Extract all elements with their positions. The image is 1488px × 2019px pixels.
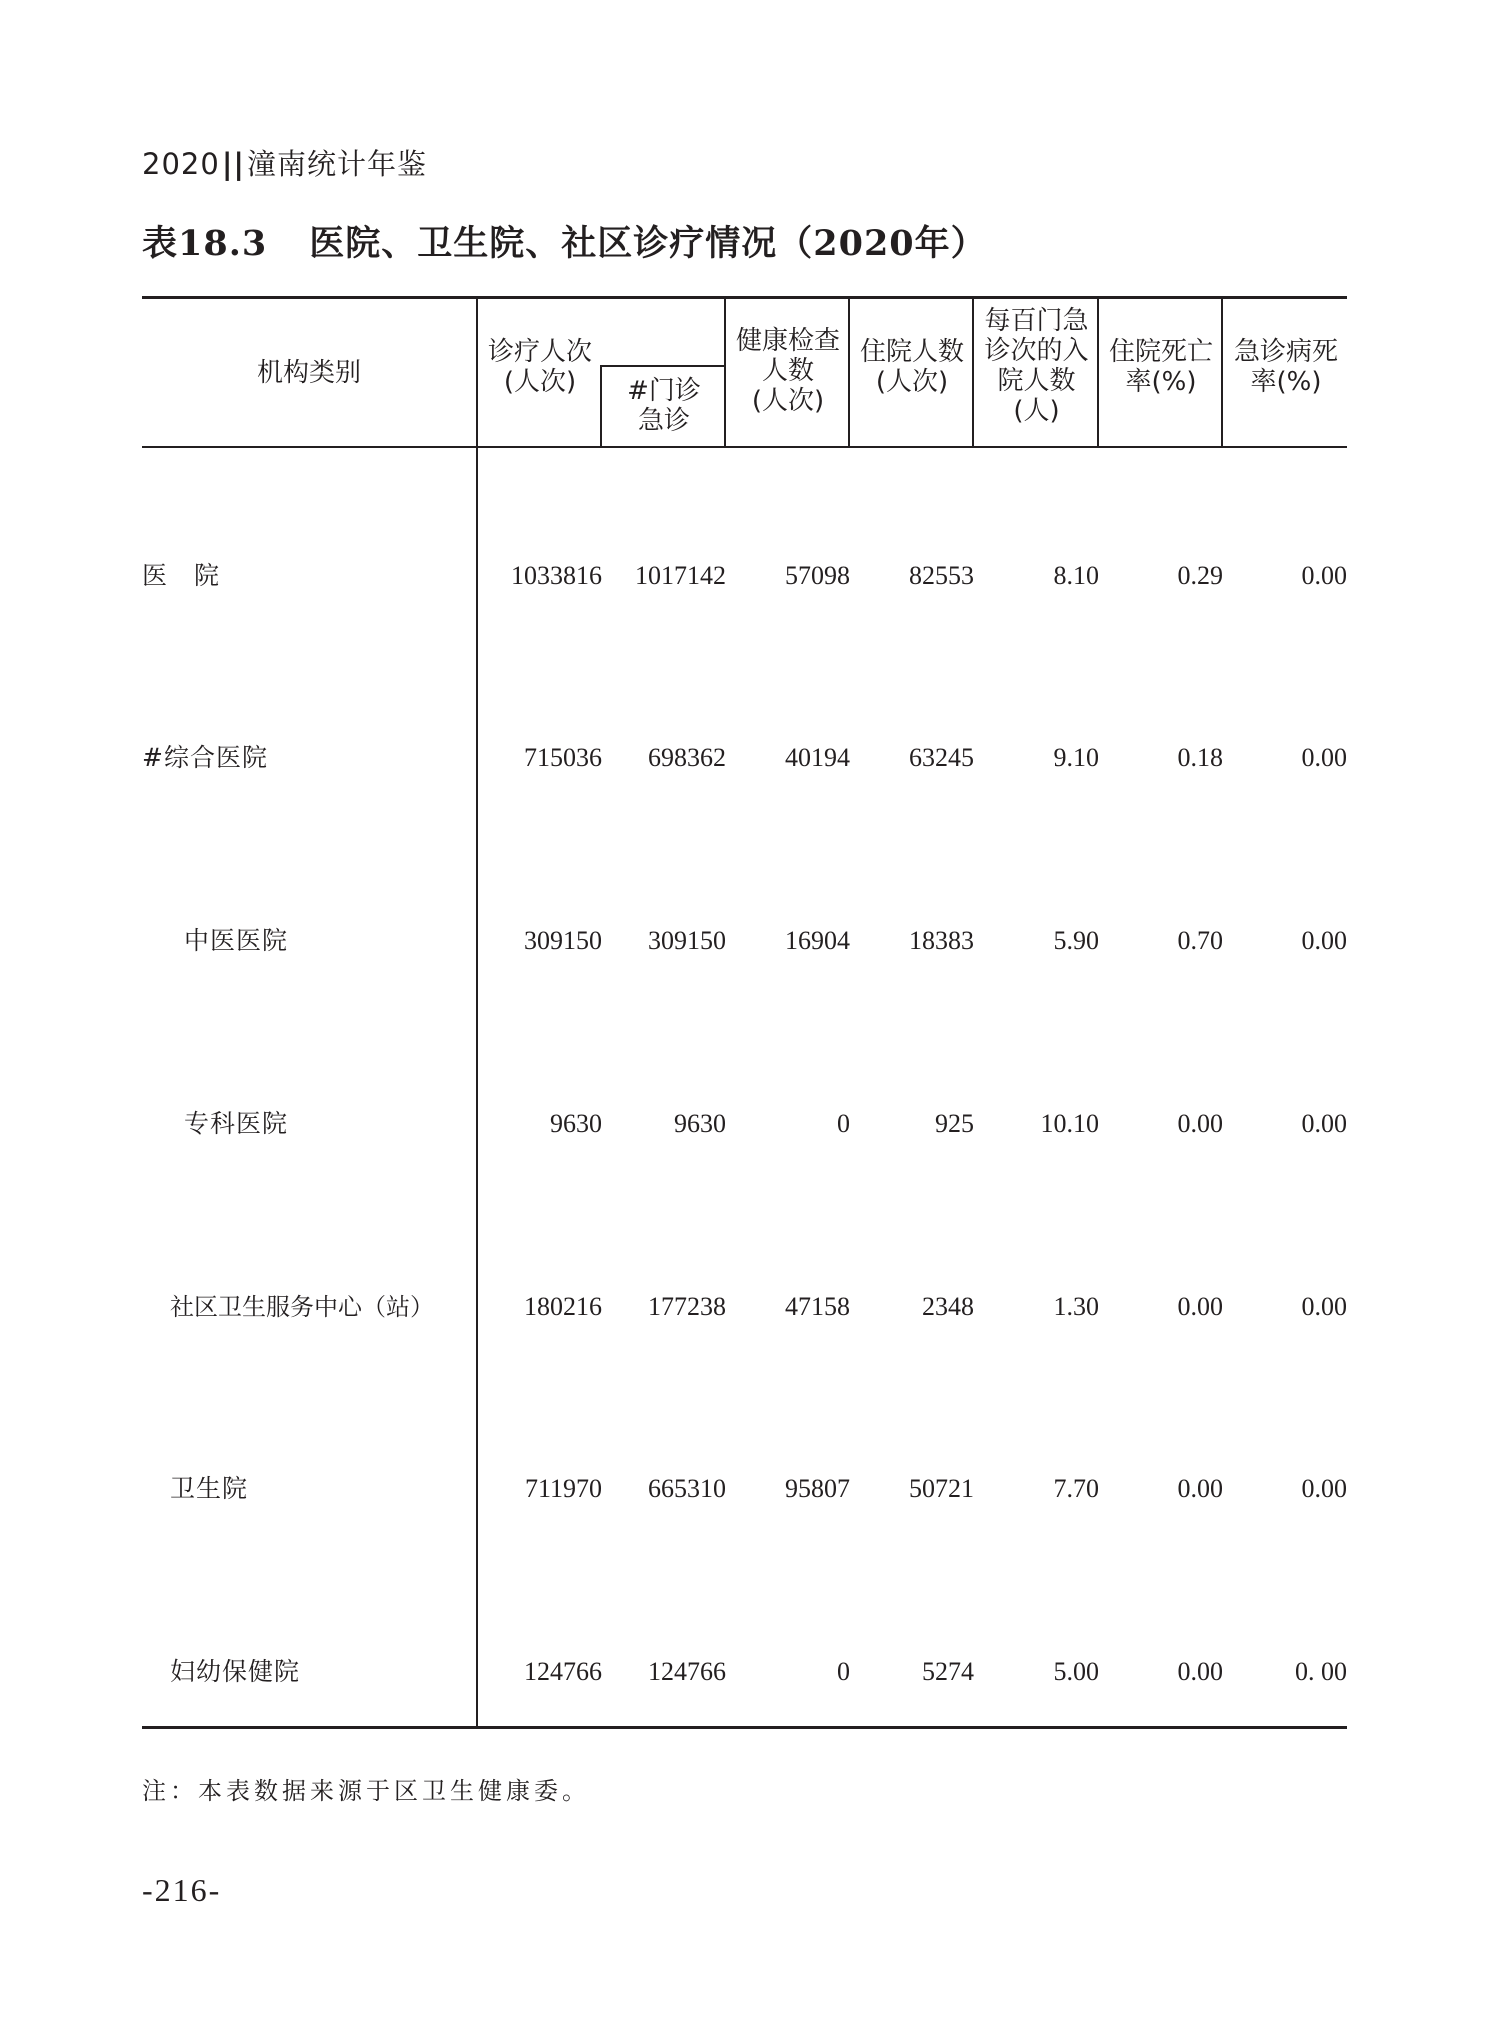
cell-inpatient-mortality: 0.00	[1177, 1657, 1223, 1686]
cell-inpatients: 82553	[909, 561, 974, 590]
table-row	[0, 1471, 1488, 1507]
cell-inpatient-mortality: 0.00	[1177, 1292, 1223, 1321]
table-top-rule	[142, 296, 1347, 299]
table-row	[0, 1106, 1488, 1142]
table-bottom-rule	[142, 1726, 1347, 1729]
cell-outpatient: 177238	[648, 1292, 726, 1321]
table-row	[0, 740, 1488, 776]
row-label: 中医医院	[184, 926, 289, 955]
cell-outpatient: 698362	[648, 743, 726, 772]
cell-visits: 715036	[524, 743, 602, 772]
row-label: 医 院	[142, 561, 221, 590]
cell-visits: 9630	[550, 1109, 602, 1138]
header-checkups: 健康检查 人数 (人次)	[735, 326, 840, 416]
header-divider-7	[1221, 298, 1223, 447]
header-year: 2020	[142, 147, 220, 181]
cell-checkups: 47158	[785, 1292, 850, 1321]
cell-inpatients: 2348	[922, 1292, 974, 1321]
table-row	[0, 1654, 1488, 1690]
header-emergency-mortality: 急诊病死 率(%)	[1233, 337, 1338, 397]
cell-outpatient: 1017142	[635, 561, 726, 590]
cell-inpatient-mortality: 0.70	[1177, 926, 1223, 955]
cell-emergency-mortality: 0.00	[1301, 926, 1347, 955]
cell-inpatient-mortality: 0.00	[1177, 1109, 1223, 1138]
header-book-name: 潼南统计年鉴	[247, 147, 428, 181]
header-admission-rate: 每百门急 诊次的入 院人数 (人)	[984, 306, 1089, 426]
cell-inpatients: 5274	[922, 1657, 974, 1686]
cell-checkups: 0	[837, 1109, 850, 1138]
header-divider-6	[1097, 298, 1099, 447]
cell-admission-rate: 7.70	[1053, 1474, 1099, 1503]
cell-visits: 309150	[524, 926, 602, 955]
header-divider-3	[724, 298, 726, 447]
cell-emergency-mortality: 0.00	[1301, 743, 1347, 772]
header-inpatients: 住院人数 (人次)	[859, 337, 964, 397]
cell-checkups: 16904	[785, 926, 850, 955]
row-label: 专科医院	[184, 1109, 289, 1138]
header-inpatient-mortality: 住院死亡 率(%)	[1108, 337, 1213, 397]
row-label: 社区卫生服务中心（站）	[170, 1293, 434, 1321]
header-visits: 诊疗人次 (人次)	[487, 337, 592, 397]
cell-visits: 1033816	[511, 561, 602, 590]
cell-admission-rate: 5.90	[1053, 926, 1099, 955]
cell-inpatient-mortality: 0.00	[1177, 1474, 1223, 1503]
cell-inpatients: 925	[935, 1109, 974, 1138]
cell-inpatient-mortality: 0.18	[1177, 743, 1223, 772]
table-note: 注：本表数据来源于区卫生健康委。	[142, 1777, 590, 1805]
cell-checkups: 57098	[785, 561, 850, 590]
book-header	[142, 142, 427, 183]
table-number: 表18.3	[142, 223, 268, 264]
header-separator: ||	[221, 147, 245, 181]
header-outpatient: #门诊 急诊	[627, 376, 701, 436]
header-category: 机构类别	[256, 358, 361, 388]
cell-inpatients: 18383	[909, 926, 974, 955]
cell-inpatient-mortality: 0.29	[1177, 561, 1223, 590]
table-title	[142, 216, 987, 266]
header-divider-4	[848, 298, 850, 447]
cell-checkups: 95807	[785, 1474, 850, 1503]
cell-checkups: 40194	[785, 743, 850, 772]
cell-emergency-mortality: 0. 00	[1295, 1657, 1347, 1686]
cell-admission-rate: 10.10	[1040, 1109, 1099, 1138]
stub-divider	[476, 298, 478, 1727]
cell-inpatients: 50721	[909, 1474, 974, 1503]
cell-emergency-mortality: 0.00	[1301, 1292, 1347, 1321]
table-row	[0, 558, 1488, 594]
cell-emergency-mortality: 0.00	[1301, 1109, 1347, 1138]
cell-admission-rate: 5.00	[1053, 1657, 1099, 1686]
header-divider-2	[600, 365, 602, 447]
cell-admission-rate: 9.10	[1053, 743, 1099, 772]
header-divider-5	[972, 298, 974, 447]
cell-admission-rate: 1.30	[1053, 1292, 1099, 1321]
page-number: -216-	[142, 1872, 222, 1908]
cell-emergency-mortality: 0.00	[1301, 1474, 1347, 1503]
cell-visits: 711970	[524, 1474, 602, 1503]
row-label: #综合医院	[142, 743, 268, 772]
cell-visits: 180216	[524, 1292, 602, 1321]
cell-outpatient: 309150	[648, 926, 726, 955]
cell-outpatient: 124766	[648, 1657, 726, 1686]
cell-outpatient: 9630	[674, 1109, 726, 1138]
cell-visits: 124766	[524, 1657, 602, 1686]
table-title-text: 医院、卫生院、社区诊疗情况（2020年）	[309, 223, 987, 264]
row-label: 卫生院	[170, 1474, 249, 1503]
visits-subheader-rule	[600, 365, 724, 367]
table-row	[0, 923, 1488, 959]
table-header-rule	[142, 446, 1347, 448]
cell-inpatients: 63245	[909, 743, 974, 772]
cell-outpatient: 665310	[648, 1474, 726, 1503]
table-row	[0, 1289, 1488, 1325]
cell-emergency-mortality: 0.00	[1301, 561, 1347, 590]
cell-admission-rate: 8.10	[1053, 561, 1099, 590]
row-label: 妇幼保健院	[170, 1657, 301, 1686]
cell-checkups: 0	[837, 1657, 850, 1686]
